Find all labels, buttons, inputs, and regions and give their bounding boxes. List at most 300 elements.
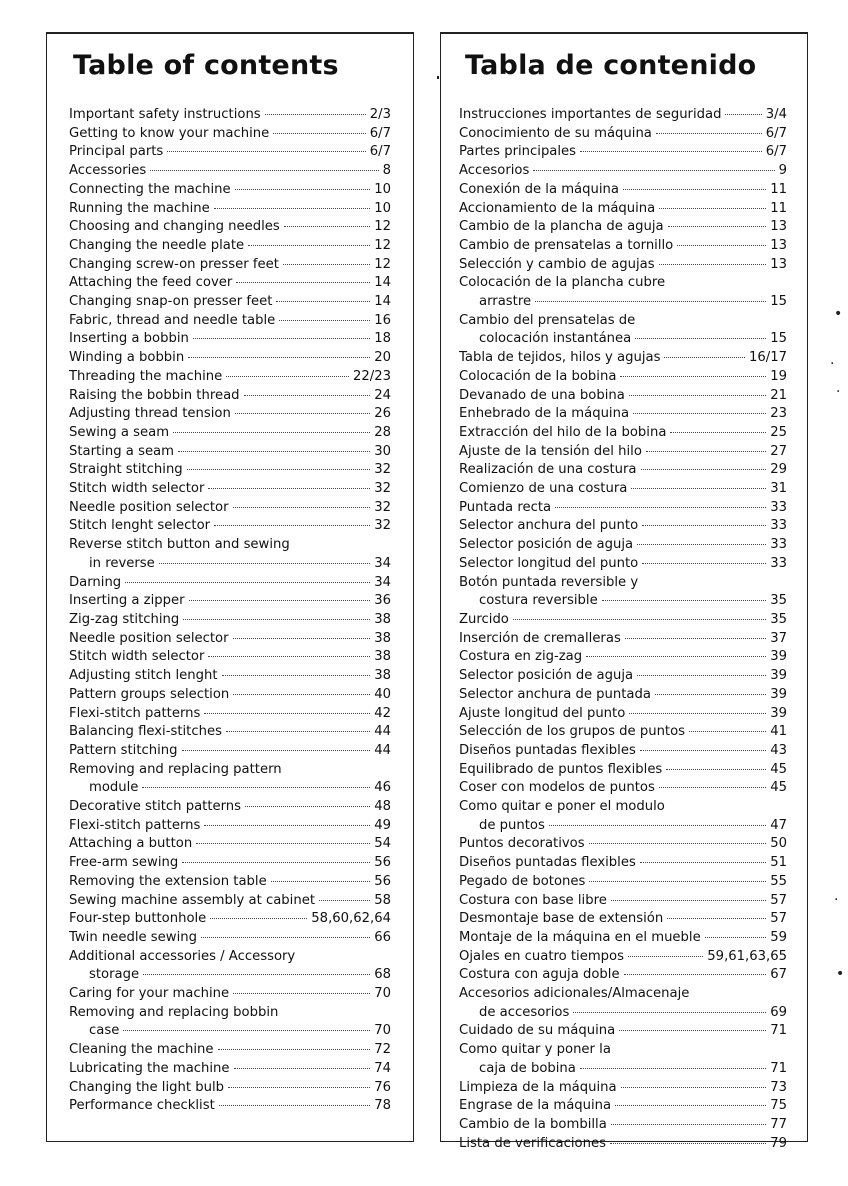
toc-entry-title: Adjusting thread tension: [69, 406, 231, 422]
toc-entry-page: 16/17: [748, 350, 787, 366]
dot-leader: [637, 544, 766, 545]
toc-entry: [69, 798, 391, 817]
dot-leader: [167, 151, 365, 152]
toc-entry-title: Costura con aguja doble: [459, 967, 620, 983]
spanish-toc-list: [459, 106, 787, 1153]
dot-leader: [283, 264, 370, 265]
dot-leader: [625, 638, 766, 639]
toc-entry-page: 46: [374, 780, 391, 796]
toc-entry-page: 32: [374, 462, 391, 478]
toc-entry: [69, 330, 391, 349]
toc-entry-title: Desmontaje base de extensión: [459, 911, 664, 927]
dot-leader: [196, 843, 370, 844]
toc-entry-title: Diseños puntadas flexibles: [459, 742, 636, 758]
toc-entry-page: 39: [770, 686, 787, 702]
dot-leader: [725, 114, 761, 115]
dot-leader: [182, 750, 371, 751]
toc-entry-title: Selección de los grupos de puntos: [459, 724, 686, 740]
toc-entry-page: 31: [770, 481, 787, 497]
toc-entry: [459, 1022, 787, 1041]
toc-entry-title: Zig-zag stitching: [69, 611, 180, 627]
toc-entry-page: 6/7: [369, 125, 391, 141]
toc-entry: [459, 892, 787, 911]
toc-entry-title: Threading the machine: [69, 368, 223, 384]
toc-entry-title: Cleaning the machine: [69, 1042, 214, 1058]
toc-entry-title: de accesorios: [479, 1004, 570, 1020]
toc-entry: [459, 480, 787, 499]
toc-entry-page: 2/3: [369, 107, 391, 122]
toc-entry-title: Puntos decorativos: [459, 836, 585, 852]
dot-leader: [142, 787, 370, 788]
dot-leader: [236, 282, 370, 283]
toc-entry-page: 69: [770, 1004, 787, 1020]
toc-entry-page: 35: [770, 611, 787, 627]
toc-entry-page: 6/7: [765, 125, 787, 141]
dot-leader: [677, 245, 766, 246]
toc-entry-title: Decorative stitch patterns: [69, 799, 242, 815]
toc-entry-page: 9: [778, 163, 787, 179]
toc-entry-title: Como quitar e poner el modulo: [459, 799, 665, 815]
toc-entry-title: Removing and replacing bobbin: [69, 1004, 279, 1020]
toc-entry-page: 33: [770, 518, 787, 534]
toc-entry-page: 45: [770, 761, 787, 777]
toc-entry-title: Devanado de una bobina: [459, 387, 625, 403]
toc-entry: [69, 424, 391, 443]
toc-entry-title: Four-step buttonhole: [69, 911, 207, 927]
toc-entry-title: Stitch width selector: [69, 481, 205, 497]
toc-entry-title: Pattern groups selection: [69, 686, 230, 702]
dot-leader: [664, 357, 745, 358]
toc-entry-page: 58: [374, 892, 391, 908]
toc-entry-title: Principal parts: [69, 144, 164, 160]
toc-entry: [459, 200, 787, 219]
toc-entry-page: 16: [374, 312, 391, 328]
toc-entry-title: Twin needle sewing: [69, 929, 197, 945]
toc-entry-page: 71: [770, 1023, 787, 1039]
toc-entry: [459, 349, 787, 368]
toc-entry-title: Additional accessories / Accessory: [69, 948, 296, 964]
toc-entry-page: 35: [770, 593, 787, 609]
dot-leader: [549, 825, 766, 826]
toc-entry: [69, 293, 391, 312]
toc-entry-page: 39: [770, 649, 787, 665]
toc-entry-title: Free-arm sewing: [69, 855, 179, 871]
toc-entry-title: Darning: [69, 574, 122, 590]
dot-leader: [586, 656, 766, 657]
dot-leader: [226, 376, 349, 377]
toc-entry-page: 22/23: [352, 368, 391, 384]
toc-entry: [459, 835, 787, 854]
dot-leader: [580, 1068, 766, 1069]
toc-entry-page: 49: [374, 817, 391, 833]
toc-entry-title: Cambio de la bombilla: [459, 1116, 607, 1132]
toc-entry-title: Winding a bobbin: [69, 350, 185, 366]
dot-leader: [271, 881, 371, 882]
toc-entry-page: 34: [374, 555, 391, 571]
toc-entry-title: Accionamiento de la máquina: [459, 200, 656, 216]
toc-entry: [459, 817, 787, 836]
toc-entry-title: caja de bobina: [479, 1060, 576, 1076]
toc-entry-page: 79: [770, 1135, 787, 1151]
toc-entry: [459, 630, 787, 649]
dot-leader: [646, 451, 766, 452]
toc-entry: [459, 1060, 787, 1079]
toc-entry-title: Botón puntada reversible y: [459, 574, 639, 590]
dot-leader: [248, 245, 370, 246]
dot-leader: [629, 713, 766, 714]
dot-leader: [214, 208, 370, 209]
toc-entry: [69, 966, 391, 985]
spanish-toc-panel: [440, 32, 808, 1151]
dot-leader: [635, 338, 766, 339]
toc-entry-page: 56: [374, 873, 391, 889]
toc-entry: [69, 948, 391, 967]
toc-entry-page: 68: [374, 967, 391, 983]
toc-entry-page: 8: [382, 163, 391, 179]
toc-entry-page: 14: [374, 275, 391, 291]
dot-leader: [222, 675, 371, 676]
toc-entry-title: Changing the needle plate: [69, 237, 245, 253]
toc-entry-title: Puntada recta: [459, 499, 552, 515]
toc-entry-title: Ajuste de la tensión del hilo: [459, 443, 642, 459]
toc-entry: [459, 648, 787, 667]
toc-entry-title: Attaching a button: [69, 836, 193, 852]
toc-entry-title: Lista de verificaciones: [459, 1135, 606, 1151]
toc-entry: [69, 667, 391, 686]
toc-entry: [69, 461, 391, 480]
dot-leader: [123, 1030, 370, 1031]
dot-leader: [182, 862, 370, 863]
dot-leader: [178, 451, 370, 452]
toc-entry-page: 29: [770, 462, 787, 478]
toc-entry: [69, 630, 391, 649]
toc-entry-page: 51: [770, 855, 787, 871]
toc-entry: [459, 966, 787, 985]
toc-entry-title: Partes principales: [459, 144, 577, 160]
toc-entry-page: 75: [770, 1098, 787, 1114]
toc-entry-title: Fabric, thread and needle table: [69, 312, 276, 328]
toc-entry-page: 59: [770, 929, 787, 945]
dot-leader: [204, 825, 370, 826]
toc-entry-page: 39: [770, 705, 787, 721]
toc-entry: [69, 143, 391, 162]
toc-entry-title: Cambio de prensatelas a tornillo: [459, 237, 674, 253]
margin-mark: [437, 76, 439, 79]
dot-leader: [659, 264, 767, 265]
toc-entry-title: Selector anchura del punto: [459, 518, 639, 534]
toc-entry-page: 11: [770, 181, 787, 197]
dot-leader: [150, 170, 378, 171]
toc-entry: [69, 1022, 391, 1041]
dot-leader: [573, 1012, 766, 1013]
toc-entry: [459, 1004, 787, 1023]
toc-entry: [69, 779, 391, 798]
toc-entry: [69, 742, 391, 761]
toc-entry: [69, 200, 391, 219]
toc-entry: [69, 181, 391, 200]
toc-entry: [459, 798, 787, 817]
toc-entry: [459, 143, 787, 162]
toc-entry-title: Selector longitud del punto: [459, 555, 639, 571]
dot-leader: [640, 862, 766, 863]
toc-entry: [459, 948, 787, 967]
dot-leader: [610, 1143, 766, 1144]
scan-speck: ·: [830, 356, 835, 372]
toc-entry-title: Changing snap-on presser feet: [69, 294, 273, 310]
toc-entry: [459, 424, 787, 443]
toc-entry: [69, 218, 391, 237]
toc-entry: [459, 705, 787, 724]
toc-entry-title: Accesorios: [459, 163, 530, 179]
toc-entry: [69, 761, 391, 780]
toc-entry-title: Diseños puntadas flexibles: [459, 855, 636, 871]
toc-entry-title: Costura en zig-zag: [459, 649, 583, 665]
dot-leader: [183, 619, 370, 620]
toc-entry: [69, 1041, 391, 1060]
toc-entry-page: 12: [374, 237, 391, 253]
toc-entry: [69, 517, 391, 536]
toc-entry-page: 13: [770, 237, 787, 253]
toc-entry-title: Extracción del hilo de la bobina: [459, 424, 667, 440]
toc-entry-page: 42: [374, 705, 391, 721]
toc-entry: [69, 835, 391, 854]
toc-entry: [69, 929, 391, 948]
dot-leader: [666, 769, 766, 770]
toc-entry-title: Needle position selector: [69, 630, 229, 646]
toc-entry-page: 21: [770, 387, 787, 403]
toc-entry-title: Colocación de la bobina: [459, 368, 617, 384]
toc-entry: [69, 985, 391, 1004]
dot-leader: [228, 1087, 370, 1088]
toc-entry-title: Cuidado de su máquina: [459, 1023, 616, 1039]
toc-entry-title: Reverse stitch button and sewing: [69, 537, 290, 553]
toc-entry-page: 66: [374, 929, 391, 945]
toc-entry: [69, 405, 391, 424]
toc-entry-page: 70: [374, 986, 391, 1002]
toc-entry-page: 71: [770, 1060, 787, 1076]
scan-speck: ·: [834, 892, 839, 908]
toc-entry: [459, 125, 787, 144]
toc-entry-page: 44: [374, 724, 391, 740]
dot-leader: [620, 376, 766, 377]
dot-leader: [265, 114, 366, 115]
english-toc-panel: [46, 32, 414, 1142]
toc-entry-title: Tabla de tejidos, hilos y agujas: [459, 350, 661, 366]
toc-entry-title: Selector anchura de puntada: [459, 686, 651, 702]
toc-entry-page: 67: [770, 967, 787, 983]
dot-leader: [689, 731, 766, 732]
spanish-toc-title: Tabla de contenido: [465, 50, 757, 81]
toc-entry-title: Getting to know your machine: [69, 125, 270, 141]
toc-entry-page: 57: [770, 911, 787, 927]
toc-entry-page: 23: [770, 406, 787, 422]
toc-entry-page: 15: [770, 294, 787, 310]
toc-entry-title: Attaching the feed cover: [69, 275, 233, 291]
dot-leader: [273, 133, 366, 134]
dot-leader: [633, 413, 766, 414]
toc-entry: [459, 162, 787, 181]
toc-entry-title: Montaje de la máquina en el mueble: [459, 929, 701, 945]
toc-entry: [459, 854, 787, 873]
toc-entry-page: 14: [374, 294, 391, 310]
toc-entry: [459, 574, 787, 593]
toc-entry-page: 50: [770, 836, 787, 852]
toc-entry: [69, 162, 391, 181]
toc-entry-page: 28: [374, 424, 391, 440]
toc-entry: [69, 368, 391, 387]
toc-entry: [459, 1079, 787, 1098]
toc-entry: [69, 256, 391, 275]
toc-entry-page: 48: [374, 799, 391, 815]
dot-leader: [173, 432, 370, 433]
toc-entry-page: 70: [374, 1023, 391, 1039]
dot-leader: [641, 469, 767, 470]
toc-entry-title: case: [89, 1023, 120, 1039]
toc-entry-page: 37: [770, 630, 787, 646]
dot-leader: [233, 993, 370, 994]
toc-entry-page: 18: [374, 331, 391, 347]
toc-entry: [69, 106, 391, 125]
toc-entry-title: Changing screw-on presser feet: [69, 256, 279, 272]
toc-entry-page: 56: [374, 855, 391, 871]
toc-entry: [69, 592, 391, 611]
toc-entry-title: Selector posición de aguja: [459, 537, 634, 553]
toc-entry-page: 24: [374, 387, 391, 403]
english-toc-list: [69, 106, 391, 1116]
dot-leader: [659, 787, 766, 788]
toc-entry: [69, 274, 391, 293]
toc-entry-title: Inserting a bobbin: [69, 331, 189, 347]
toc-entry-page: 15: [770, 331, 787, 347]
toc-entry: [69, 387, 391, 406]
toc-entry-title: Pattern stitching: [69, 742, 178, 758]
dot-leader: [533, 170, 774, 171]
toc-entry-page: 32: [374, 499, 391, 515]
toc-entry-page: 33: [770, 499, 787, 515]
toc-entry-title: Cambio del prensatelas de: [459, 312, 636, 328]
toc-entry-page: 58,60,62,64: [311, 911, 391, 927]
toc-entry: [69, 817, 391, 836]
toc-entry-title: Inserción de cremalleras: [459, 630, 621, 646]
dot-leader: [589, 881, 766, 882]
toc-entry-title: Selector posición de aguja: [459, 668, 634, 684]
toc-entry: [459, 461, 787, 480]
toc-entry: [459, 443, 787, 462]
toc-entry-title: costura reversible: [479, 593, 598, 609]
toc-entry-page: 12: [374, 256, 391, 272]
toc-entry: [459, 742, 787, 761]
toc-entry-title: Important safety instructions: [69, 107, 261, 122]
toc-entry-page: 74: [374, 1060, 391, 1076]
dot-leader: [244, 395, 371, 396]
toc-entry-title: Coser con modelos de puntos: [459, 780, 655, 796]
toc-entry: [69, 892, 391, 911]
dot-leader: [159, 563, 370, 564]
toc-entry-page: 38: [374, 611, 391, 627]
toc-entry: [459, 555, 787, 574]
toc-entry-title: Cambio de la plancha de aguja: [459, 219, 664, 235]
toc-entry-page: 59,61,63,65: [707, 948, 787, 964]
toc-entry: [69, 723, 391, 742]
toc-entry-title: Inserting a zipper: [69, 593, 185, 609]
toc-entry-title: Ajuste longitud del punto: [459, 705, 626, 721]
toc-entry-title: Adjusting stitch lenght: [69, 668, 218, 684]
toc-entry-page: 38: [374, 630, 391, 646]
toc-entry-page: 34: [374, 574, 391, 590]
toc-entry-title: Accesorios adicionales/Almacenaje: [459, 986, 690, 1002]
toc-entry: [459, 106, 787, 125]
toc-entry-page: 32: [374, 518, 391, 534]
toc-entry-page: 10: [374, 181, 391, 197]
toc-entry-title: in reverse: [89, 555, 155, 571]
dot-leader: [210, 918, 307, 919]
scan-speck: ·: [836, 384, 841, 400]
toc-entry-page: 6/7: [765, 144, 787, 160]
toc-entry-title: Caring for your machine: [69, 986, 230, 1002]
toc-entry-title: Realización de una costura: [459, 462, 637, 478]
toc-entry-page: 39: [770, 668, 787, 684]
toc-entry-page: 55: [770, 873, 787, 889]
toc-entry-title: arrastre: [479, 294, 532, 310]
toc-entry-title: Engrase de la máquina: [459, 1098, 612, 1114]
dot-leader: [188, 357, 370, 358]
toc-entry-page: 43: [770, 742, 787, 758]
dot-leader: [189, 600, 371, 601]
dot-leader: [655, 694, 766, 695]
toc-entry-title: Flexi-stitch patterns: [69, 705, 201, 721]
toc-entry-title: Connecting the machine: [69, 181, 231, 197]
toc-entry-title: Removing and replacing pattern: [69, 761, 282, 777]
toc-entry-title: Lubricating the machine: [69, 1060, 230, 1076]
toc-entry-title: Enhebrado de la máquina: [459, 406, 630, 422]
toc-entry-page: 13: [770, 219, 787, 235]
toc-entry-title: module: [89, 780, 139, 796]
toc-entry: [459, 312, 787, 331]
toc-entry: [69, 648, 391, 667]
toc-entry-title: Raising the bobbin thread: [69, 387, 240, 403]
english-toc-title: Table of contents: [73, 50, 339, 81]
toc-entry-page: 11: [770, 200, 787, 216]
dot-leader: [226, 731, 370, 732]
dot-leader: [640, 750, 766, 751]
toc-entry-page: 72: [374, 1042, 391, 1058]
dot-leader: [276, 301, 370, 302]
dot-leader: [143, 974, 370, 975]
toc-entry-title: Changing the light bulb: [69, 1079, 224, 1095]
toc-entry: [459, 368, 787, 387]
toc-entry-title: Equilibrado de puntos flexibles: [459, 761, 663, 777]
toc-entry: [69, 910, 391, 929]
toc-entry-page: 32: [374, 481, 391, 497]
toc-entry-title: Flexi-stitch patterns: [69, 817, 201, 833]
toc-entry-page: 77: [770, 1116, 787, 1132]
dot-leader: [235, 189, 371, 190]
dot-leader: [284, 226, 370, 227]
toc-entry: [459, 536, 787, 555]
toc-entry: [459, 387, 787, 406]
toc-entry-page: 38: [374, 649, 391, 665]
dot-leader: [705, 937, 767, 938]
toc-entry-title: Running the machine: [69, 200, 210, 216]
dot-leader: [201, 937, 370, 938]
toc-entry: [459, 873, 787, 892]
toc-entry-page: 57: [770, 892, 787, 908]
dot-leader: [214, 525, 370, 526]
toc-entry-title: Pegado de botones: [459, 873, 586, 889]
toc-entry: [69, 312, 391, 331]
toc-entry: [459, 686, 787, 705]
dot-leader: [629, 395, 766, 396]
